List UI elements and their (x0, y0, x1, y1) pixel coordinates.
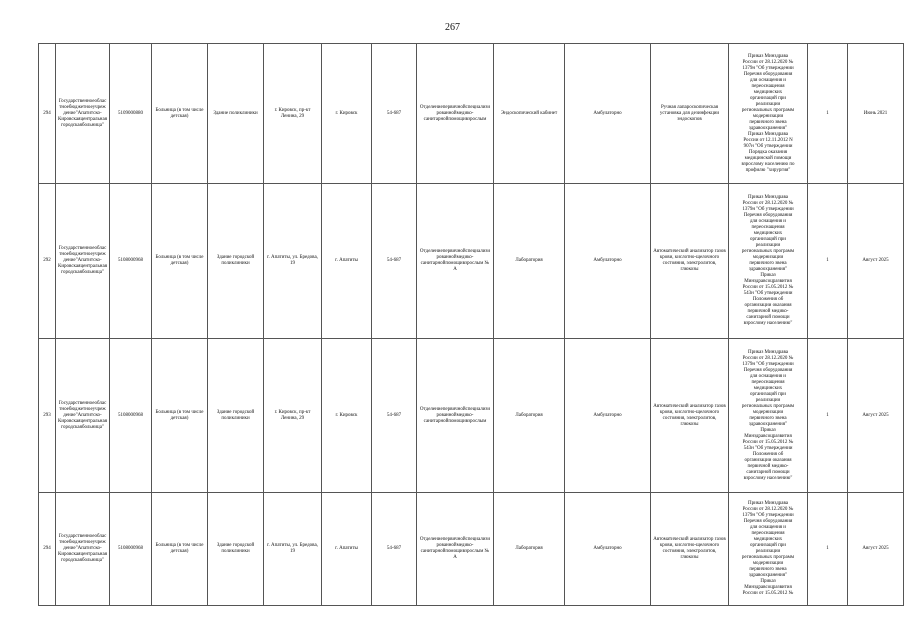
legal-basis-line: организации оказания (744, 457, 792, 463)
cell-row-number: 292 (39, 184, 56, 339)
department-line: медико-санитарной (420, 255, 474, 266)
institution-name-line: городская (61, 122, 82, 128)
legal-basis-line: для оснащения и (750, 525, 786, 530)
legal-basis-line: переоснащения (751, 531, 785, 536)
cell-room: Лаборатория (494, 339, 565, 493)
cell-row-number: 294 (39, 44, 56, 184)
legal-basis-line: Перечня оборудования (743, 71, 793, 77)
cell-equipment-name: Автоматический анализатор газов крови, кислотно-щелочного состояния, электролитов, глюкозы (651, 184, 729, 339)
legal-basis-line: Приказ Минздрава (747, 349, 789, 355)
legal-basis-line: для оснащения и (750, 77, 786, 83)
institution-name-line: областное (59, 400, 107, 412)
department-line: медико-санитарной (423, 412, 474, 424)
department-line: взрослым № А (453, 261, 490, 272)
cell-institution-name (56, 493, 110, 606)
cell-delivery-date: Август 2025 (848, 339, 904, 493)
department-line: помощи (448, 418, 466, 424)
department-line: специализированной (436, 249, 491, 260)
institution-name-line: Государственное (58, 246, 95, 251)
cell-quantity: 1 (808, 44, 848, 184)
cell-building: Здание городской поликлиники (208, 339, 264, 493)
cell-city: г. Апатиты (322, 184, 372, 339)
department-line: Отделение (419, 249, 443, 254)
cell-care-type: Амбулаторно (565, 184, 651, 339)
department-line: помощи (445, 549, 463, 554)
cell-facility-type: Больница (в том числе детская) (152, 493, 208, 606)
legal-basis-line: Перечня оборудования (743, 367, 793, 373)
cell-equipment-name: Ручная лапароскопическая установка для дезинфекции эндоскопов (651, 44, 729, 184)
legal-basis-line: первичного звена (749, 119, 787, 125)
legal-basis-line: здравоохранения" (748, 573, 788, 578)
legal-basis-line: Приказ Минздрава (747, 501, 789, 506)
legal-basis-line: модернизации (752, 255, 784, 260)
legal-basis-line: Перечня оборудования (743, 519, 793, 524)
cell-city: г. Кировск (322, 339, 372, 493)
legal-basis-line: Приказ Минздрава (747, 131, 789, 137)
cell-city: г. Апатиты (322, 493, 372, 606)
legal-basis-line: медицинских (753, 231, 783, 236)
institution-name-line: больница" (81, 122, 104, 128)
cell-okato-code: 54-687 (372, 493, 417, 606)
cell-department (417, 44, 494, 184)
cell-inn-code: 5108000968 (110, 184, 152, 339)
legal-basis-line: переоснащения (751, 225, 785, 230)
legal-basis-line: Порядка оказания (748, 149, 788, 155)
cell-city: г. Кировск (322, 44, 372, 184)
institution-name-line: Государственное (58, 534, 95, 539)
legal-basis-line: санитарной помощи (746, 315, 790, 320)
institution-name-line: центральная (80, 418, 107, 424)
cell-address: г. Апатиты, ул. Бредова, 19 (264, 493, 322, 606)
department-line: помощи (445, 261, 463, 266)
cell-inn-code: 5108000968 (110, 493, 152, 606)
institution-name-line: городская (61, 270, 82, 275)
institution-name-line: "Апатитско- (75, 412, 102, 418)
legal-basis-line: первичного звена (749, 415, 787, 421)
department-line: Отделение (419, 104, 443, 110)
cell-delivery-date: Август 2025 (848, 493, 904, 606)
legal-basis-line: медицинских (753, 537, 783, 542)
cell-delivery-date: Июнь 2021 (848, 44, 904, 184)
legal-basis-line: Минздравсоцразвития (744, 433, 792, 439)
cell-okato-code: 54-687 (372, 339, 417, 493)
cell-care-type: Амбулаторно (565, 44, 651, 184)
institution-name-line: бюджетное (68, 406, 93, 412)
department-line: взрослым № А (453, 549, 490, 560)
legal-basis-line: организации оказания (744, 303, 792, 308)
table-row (39, 493, 904, 606)
cell-row-number: 293 (39, 339, 56, 493)
institution-name-line: бюджетное (68, 252, 93, 257)
institution-name-line: бюджетное (68, 540, 93, 545)
institution-name-line: учреждение (63, 252, 106, 263)
cell-institution-name (56, 44, 110, 184)
legal-basis-line: организаций при (750, 543, 786, 548)
cell-room: Лаборатория (494, 493, 565, 606)
legal-basis-line: здравоохранения" (748, 125, 788, 131)
legal-basis-line: профилю "хирургия" (745, 167, 791, 173)
legal-basis-line: 1379н "Об утверждении (742, 207, 794, 212)
legal-basis-line: России от 28.12.2020 № (742, 59, 794, 65)
department-line: Отделение (419, 406, 443, 412)
cell-facility-type: Больница (в том числе детская) (152, 184, 208, 339)
institution-name-line: Кировская (58, 552, 81, 557)
department-line: первичной (442, 104, 466, 110)
legal-basis-line: России от 28.12.2020 № (742, 507, 794, 512)
cell-legal-basis (729, 44, 808, 184)
legal-basis-line: организаций при (750, 237, 786, 242)
institution-name-line: больница" (81, 424, 104, 430)
institution-name-line: городская (61, 424, 82, 430)
cell-department (417, 339, 494, 493)
cell-building: Здание поликлиники (208, 44, 264, 184)
cell-room: Лаборатория (494, 184, 565, 339)
cell-quantity: 1 (808, 184, 848, 339)
legal-basis-line: взрослому населению по (741, 161, 795, 167)
cell-building: Здание городской поликлиники (208, 184, 264, 339)
legal-basis-line: модернизации (752, 113, 784, 119)
legal-basis-line: 1379н "Об утверждении (742, 513, 794, 518)
table-row (39, 184, 904, 339)
institution-name-line: учреждение (63, 104, 106, 116)
institution-name-line: городская (61, 558, 82, 563)
legal-basis-line: первичного звена (749, 567, 787, 572)
institution-name-line: областное (59, 246, 107, 257)
cell-address: г. Кировск, пр-кт Ленина, 29 (264, 339, 322, 493)
legal-basis-line: России от 15.05.2012 № (742, 439, 794, 445)
institution-name-line: Кировская (58, 264, 81, 269)
legal-basis-line: региональных программ (741, 107, 795, 113)
legal-basis-line: Перечня оборудования (743, 213, 793, 218)
department-line: медико-санитарной (420, 543, 474, 554)
cell-facility-type: Больница (в том числе детская) (152, 44, 208, 184)
legal-basis-line: медицинских (753, 89, 783, 95)
department-line: первичной (442, 537, 466, 542)
department-line: специализированной (436, 104, 491, 116)
cell-facility-type: Больница (в том числе детская) (152, 339, 208, 493)
institution-name-line: больница" (81, 558, 104, 563)
legal-basis-line: реализации (755, 101, 781, 107)
institution-name-line: "Апатитско- (75, 546, 102, 551)
legal-basis-line: здравоохранения" (748, 267, 788, 272)
table-row (39, 339, 904, 493)
legal-basis-line: Положения об (752, 451, 784, 457)
legal-basis-line: Приказ (760, 273, 776, 278)
cell-department (417, 493, 494, 606)
legal-basis-line: первичной медико- (747, 463, 789, 469)
institution-name-line: больница" (81, 270, 104, 275)
cell-legal-basis (729, 339, 808, 493)
legal-basis-line: региональных программ (741, 249, 795, 254)
legal-basis-line: региональных программ (741, 555, 795, 560)
legal-basis-line: санитарной помощи (746, 469, 790, 475)
cell-address: г. Апатиты, ул. Бредова, 19 (264, 184, 322, 339)
legal-basis-line: реализации (755, 549, 781, 554)
legal-basis-line: для оснащения и (750, 219, 786, 224)
legal-basis-line: Минздравсоцразвития (744, 279, 792, 284)
legal-basis-line: России от 28.12.2020 № (742, 355, 794, 361)
legal-basis-line: организаций при (750, 391, 786, 397)
institution-name-line: учреждение (63, 540, 106, 551)
institution-name-line: бюджетное (68, 104, 93, 110)
page-number: 267 (445, 22, 460, 33)
legal-basis-line: 543н "Об утверждении (743, 291, 793, 296)
legal-basis-line: региональных программ (741, 403, 795, 409)
institution-name-line: центральная (80, 116, 107, 122)
legal-basis-line: 907н "Об утверждении (743, 143, 793, 149)
legal-basis-line: переоснащения (751, 83, 785, 89)
department-line: Отделение (419, 537, 443, 542)
cell-okato-code: 54-687 (372, 44, 417, 184)
cell-care-type: Амбулаторно (565, 493, 651, 606)
legal-basis-line: Положения об (752, 297, 784, 302)
institution-name-line: Кировская (58, 418, 81, 424)
legal-basis-line: организаций при (750, 95, 786, 101)
legal-basis-line: здравоохранения" (748, 421, 788, 427)
cell-inn-code: 5108000968 (110, 339, 152, 493)
department-line: первичной (442, 249, 466, 254)
legal-basis-line: Приказ Минздрава (747, 195, 789, 200)
legal-basis-line: России от 12.11.2012 N (743, 137, 793, 143)
department-line: первичной (442, 406, 466, 412)
legal-basis-line: реализации (755, 397, 781, 403)
cell-legal-basis (729, 184, 808, 339)
legal-basis-line: России от 28.12.2020 № (742, 201, 794, 206)
cell-department (417, 184, 494, 339)
department-line: медико-санитарной (423, 110, 474, 122)
department-line: взрослым (465, 418, 487, 424)
institution-name-line: центральная (80, 552, 107, 557)
cell-institution-name (56, 184, 110, 339)
institution-name-line: областное (59, 98, 107, 110)
legal-basis-line: Приказ (760, 427, 776, 433)
legal-basis-line: переоснащения (751, 379, 785, 385)
legal-basis-line: взрослому населению" (743, 475, 793, 481)
legal-basis-line: модернизации (752, 409, 784, 415)
legal-basis-line: для оснащения и (750, 373, 786, 379)
legal-basis-line: медицинских (753, 385, 783, 391)
legal-basis-line: Минздравсоцразвития (744, 585, 792, 590)
legal-basis-line: 1379н "Об утверждении (742, 361, 794, 367)
legal-basis-line: реализации (755, 243, 781, 248)
legal-basis-line: взрослому населению" (743, 321, 793, 326)
institution-name-line: Государственное (58, 400, 95, 406)
legal-basis-line: 1379н "Об утверждении (742, 65, 794, 71)
legal-basis-line: Приказ (760, 579, 776, 584)
cell-legal-basis (729, 493, 808, 606)
legal-basis-line: России от 15.05.2012 № (742, 591, 794, 596)
cell-inn-code: 5109000880 (110, 44, 152, 184)
cell-room: Эндоскопический кабинет (494, 44, 565, 184)
legal-basis-line: модернизации (752, 561, 784, 566)
cell-okato-code: 54-687 (372, 184, 417, 339)
legal-basis-line: России от 15.05.2012 № (742, 285, 794, 290)
cell-delivery-date: Август 2025 (848, 184, 904, 339)
cell-quantity: 1 (808, 493, 848, 606)
legal-basis-line: 543н "Об утверждении (743, 445, 793, 451)
legal-basis-line: Приказ Минздрава (747, 53, 789, 59)
institution-name-line: областное (59, 534, 107, 545)
cell-equipment-name: Автоматический анализатор газов крови, кислотно-щелочного состояния, электролитов, глюкозы (651, 339, 729, 493)
institution-name-line: Государственное (58, 98, 95, 104)
equipment-table (38, 43, 904, 606)
cell-quantity: 1 (808, 339, 848, 493)
cell-row-number: 294 (39, 493, 56, 606)
cell-address: г. Кировск, пр-кт Ленина, 29 (264, 44, 322, 184)
table-row (39, 44, 904, 184)
cell-care-type: Амбулаторно (565, 339, 651, 493)
institution-name-line: центральная (80, 264, 107, 269)
institution-name-line: учреждение (63, 406, 106, 418)
cell-equipment-name: Автоматический анализатор газов крови, кислотно-щелочного состояния, электролитов, глюкозы (651, 493, 729, 606)
institution-name-line: "Апатитско- (75, 258, 102, 263)
institution-name-line: Кировская (58, 116, 81, 122)
institution-name-line: "Апатитско- (75, 110, 102, 116)
legal-basis-line: медицинской помощи (744, 155, 792, 161)
department-line: специализированной (436, 406, 491, 418)
legal-basis-line: первичной медико- (747, 309, 789, 314)
legal-basis-line: первичного звена (749, 261, 787, 266)
department-line: взрослым (465, 116, 487, 122)
department-line: специализированной (436, 537, 491, 548)
cell-building: Здание городской поликлиники (208, 493, 264, 606)
department-line: помощи (448, 116, 466, 122)
cell-institution-name (56, 339, 110, 493)
